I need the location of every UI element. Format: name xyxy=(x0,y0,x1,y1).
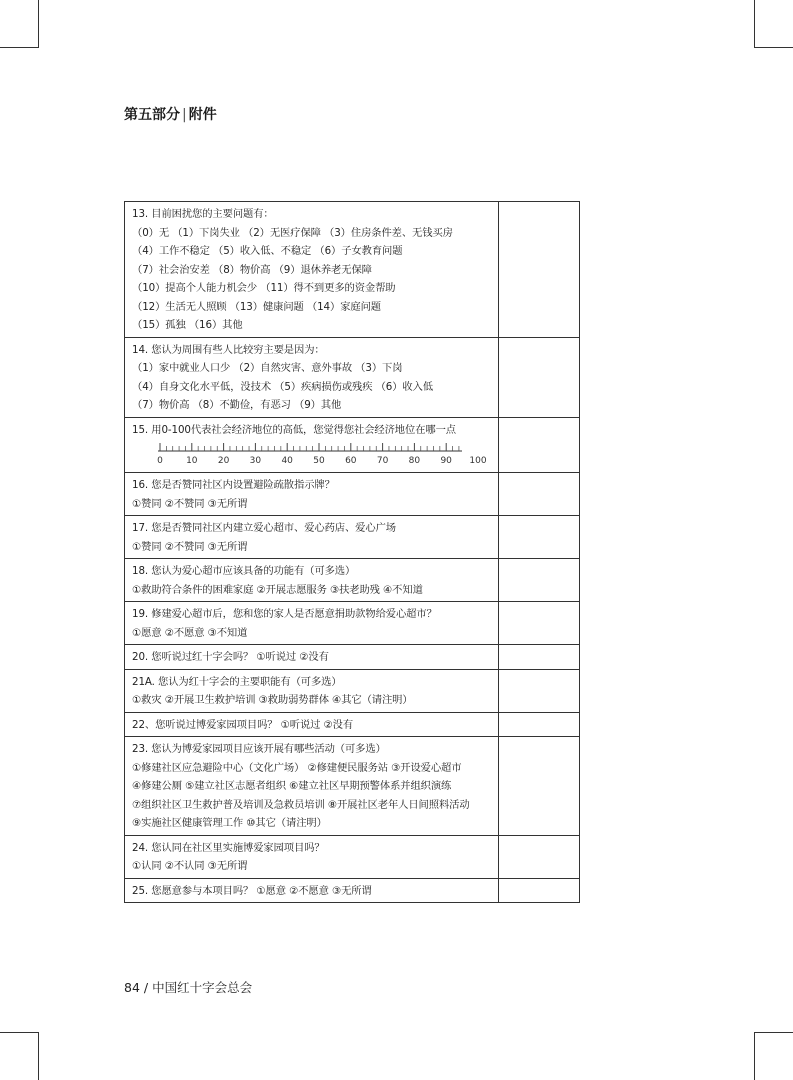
question-option-line: （15）孤独 （16）其他 xyxy=(132,319,243,331)
page-number: 84 xyxy=(124,980,140,995)
answer-cell[interactable] xyxy=(499,417,580,473)
status-scale[interactable] xyxy=(132,440,487,470)
header-separator: | xyxy=(182,107,187,123)
page-footer xyxy=(124,978,252,996)
question-text: 18. 您认为爱心超市应该具备的功能有（可多选） xyxy=(132,565,356,577)
scale-ruler xyxy=(132,440,462,456)
question-row xyxy=(125,835,580,878)
question-option-line: （12）生活无人照顾 （13）健康问题 （14）家庭问题 xyxy=(132,300,381,313)
answer-cell[interactable] xyxy=(499,516,580,559)
answer-cell[interactable] xyxy=(499,645,580,670)
question-cell xyxy=(125,737,499,836)
question-text: 23. 您认为博爱家园项目应该开展有哪些活动（可多选） xyxy=(132,743,386,755)
question-option-line: （4）自身文化水平低，没技术 （5）疾病损伤或残疾 （6）收入低 xyxy=(132,380,434,393)
question-option-line: ④修建公厕 ⑤建立社区志愿者组织 ⑥建立社区早期预警体系并组织演练 xyxy=(132,780,452,792)
section-header xyxy=(124,104,217,124)
crop-mark xyxy=(754,1032,755,1080)
crop-mark xyxy=(754,0,755,48)
question-text: 19. 修建爱心超市后，您和您的家人是否愿意捐助款物给爱心超市？ xyxy=(132,608,437,620)
question-option-line: ①赞同 ②不赞同 ③无所谓 xyxy=(132,540,248,553)
questionnaire-table xyxy=(124,201,580,903)
scale-tick-label: 10 xyxy=(186,456,198,466)
footer-separator: / xyxy=(143,980,149,995)
scale-tick-label: 30 xyxy=(249,456,262,466)
question-option-line: （10）提高个人能力机会少 （11）得不到更多的资金帮助 xyxy=(132,282,396,294)
question-row xyxy=(125,516,580,559)
answer-cell[interactable] xyxy=(499,202,580,338)
answer-cell[interactable] xyxy=(499,602,580,645)
scale-tick-label: 90 xyxy=(440,456,452,466)
question-option-line: ①赞同 ②不赞同 ③无所谓 xyxy=(132,497,248,510)
question-cell xyxy=(125,473,499,516)
scale-tick-label: 70 xyxy=(376,456,389,466)
question-row xyxy=(125,473,580,516)
question-row xyxy=(125,202,580,338)
crop-mark xyxy=(38,0,39,48)
question-text: 20. 您听说过红十字会吗？ ①听说过 ②没有 xyxy=(132,651,329,663)
crop-mark xyxy=(0,1032,38,1033)
question-row xyxy=(125,337,580,417)
question-cell xyxy=(125,516,499,559)
question-row xyxy=(125,602,580,645)
answer-cell[interactable] xyxy=(499,712,580,737)
question-cell xyxy=(125,878,499,903)
question-text: 15. 用0-100代表社会经济地位的高低，您觉得您社会经济地位在哪一点 xyxy=(132,423,456,436)
question-option-line: ⑨实施社区健康管理工作 ⑩其它（请注明） xyxy=(132,817,327,829)
question-row xyxy=(125,878,580,903)
question-cell xyxy=(125,417,499,473)
question-text: 25. 您愿意参与本项目吗？ ①愿意 ②不愿意 ③无所谓 xyxy=(132,884,372,897)
question-option-line: （7）社会治安差 （8）物价高 （9）退休养老无保障 xyxy=(132,263,372,276)
question-text: 24. 您认同在社区里实施博爱家园项目吗？ xyxy=(132,841,325,854)
question-text: 21A. 您认为红十字会的主要职能有（可多选） xyxy=(132,675,342,688)
question-option-line: （1）家中就业人口少 （2）自然灾害、意外事故 （3）下岗 xyxy=(132,362,403,374)
question-text: 14. 您认为周围有些人比较穷主要是因为： xyxy=(132,343,325,356)
answer-cell[interactable] xyxy=(499,669,580,712)
footer-org: 中国红十字会总会 xyxy=(152,980,253,995)
scale-tick-label: 40 xyxy=(281,456,293,466)
answer-cell[interactable] xyxy=(499,878,580,903)
question-text: 13. 目前困扰您的主要问题有： xyxy=(132,208,274,220)
question-row xyxy=(125,737,580,836)
answer-cell[interactable] xyxy=(499,835,580,878)
question-row xyxy=(125,559,580,602)
scale-tick-label: 0 xyxy=(157,456,163,466)
answer-cell[interactable] xyxy=(499,337,580,417)
crop-mark xyxy=(0,47,38,48)
section-label: 第五部分 xyxy=(124,107,180,123)
question-option-line: ①救灾 ②开展卫生救护培训 ③救助弱势群体 ④其它（请注明） xyxy=(132,694,413,706)
question-option-line: （0）无 （1）下岗失业 （2）无医疗保障 （3）住房条件差、无钱买房 xyxy=(132,226,453,239)
question-text: 17. 您是否赞同社区内建立爱心超市、爱心药店、爱心广场 xyxy=(132,522,396,534)
question-cell xyxy=(125,835,499,878)
scale-tick-label: 80 xyxy=(408,456,421,466)
scale-tick-label: 100 xyxy=(469,456,487,466)
question-cell xyxy=(125,202,499,338)
section-title: 附件 xyxy=(188,107,217,123)
question-row xyxy=(125,712,580,737)
question-option-line: ①认同 ②不认同 ③无所谓 xyxy=(132,860,248,872)
question-text: 16. 您是否赞同社区内设置避险疏散指示牌？ xyxy=(132,479,335,491)
question-text: 22、您听说过博爱家园项目吗？ ①听说过 ②没有 xyxy=(132,718,354,731)
question-cell xyxy=(125,337,499,417)
crop-mark xyxy=(755,1032,793,1033)
crop-mark xyxy=(38,1032,39,1080)
crop-mark xyxy=(755,47,793,48)
question-row xyxy=(125,645,580,670)
question-cell xyxy=(125,669,499,712)
question-cell xyxy=(125,559,499,602)
question-row xyxy=(125,417,580,473)
scale-tick-label: 60 xyxy=(345,456,357,466)
question-option-line: ⑦组织社区卫生救护普及培训及急救员培训 ⑧开展社区老年人日间照料活动 xyxy=(132,798,470,811)
question-cell xyxy=(125,712,499,737)
question-row xyxy=(125,669,580,712)
answer-cell[interactable] xyxy=(499,737,580,836)
answer-cell[interactable] xyxy=(499,473,580,516)
question-option-line: ①救助符合条件的困难家庭 ②开展志愿服务 ③扶老助残 ④不知道 xyxy=(132,583,423,596)
question-cell xyxy=(125,645,499,670)
answer-cell[interactable] xyxy=(499,559,580,602)
scale-tick-label: 20 xyxy=(217,456,230,466)
scale-tick-label: 50 xyxy=(313,456,325,466)
question-cell xyxy=(125,602,499,645)
question-option-line: ①愿意 ②不愿意 ③不知道 xyxy=(132,626,248,639)
question-option-line: （4）工作不稳定 （5）收入低、不稳定 （6）子女教育问题 xyxy=(132,245,403,257)
question-option-line: ①修建社区应急避险中心（文化广场） ②修建便民服务站 ③开设爱心超市 xyxy=(132,761,462,774)
question-option-line: （7）物价高 （8）不勤俭，有恶习 （9）其他 xyxy=(132,399,342,411)
